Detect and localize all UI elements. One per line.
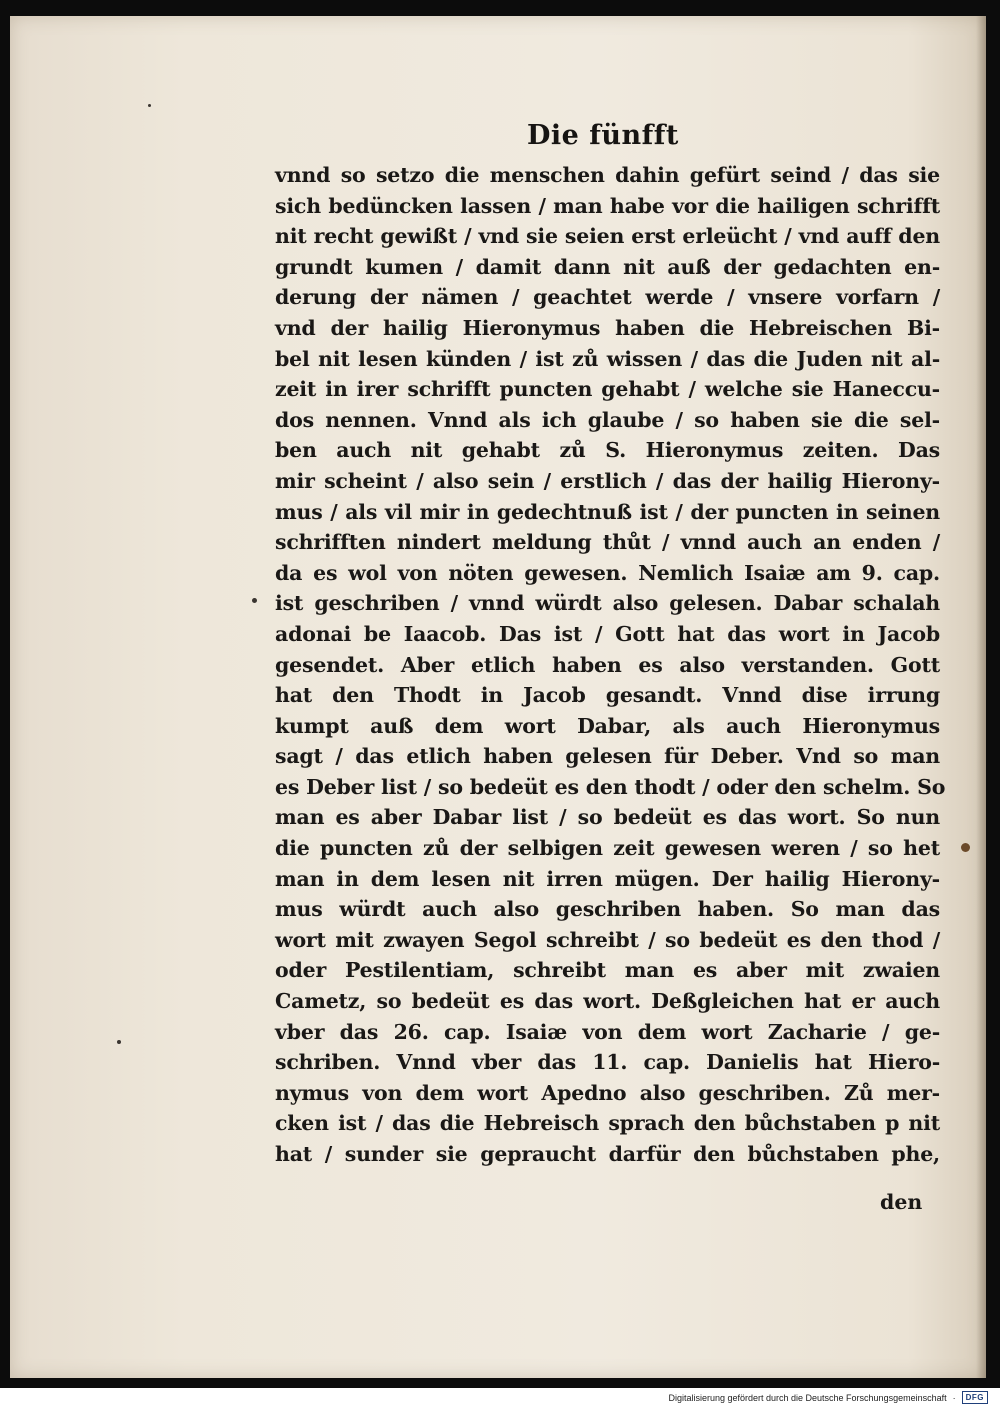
text-line: grundt kumen / damit dann nit auß der gedachten en- bbox=[275, 254, 940, 279]
text-line: gesendet. Aber etlich haben es also verstanden. Gott bbox=[275, 652, 940, 677]
text-line: hat / sunder sie gepraucht darfür den bůchstaben phe, bbox=[275, 1142, 940, 1166]
text-line: dos nennen. Vnnd als ich glaube / so haben sie die sel- bbox=[275, 407, 940, 432]
ink-speck bbox=[148, 104, 151, 107]
footer-credit-text: Digitalisierung gefördert durch die Deutsche Forschungsgemeinschaft bbox=[668, 1392, 947, 1403]
text-line: mus / als vil mir in gedechtnuß ist / der puncten in seinen bbox=[275, 499, 940, 524]
text-line: vnnd so setzo die menschen dahin gefürt seind / das sie bbox=[275, 163, 940, 187]
text-line: bel nit lesen künden / ist zů wissen / das die Juden nit al- bbox=[275, 346, 940, 371]
text-line: mus würdt auch also geschriben haben. So man das bbox=[275, 897, 940, 922]
text-line: die puncten zů der selbigen zeit gewesen weren / so het bbox=[275, 836, 940, 861]
text-line: wort mit zwayen Segol schreibt / so bedeüt es den thod / bbox=[275, 927, 940, 952]
page-gutter-shadow bbox=[976, 16, 986, 1378]
running-head: Die fünfft bbox=[527, 120, 679, 151]
text-line: ben auch nit gehabt zů S. Hieronymus zeiten. Das bbox=[275, 438, 940, 463]
text-line: sagt / das etlich haben gelesen für Deber. Vnd so man bbox=[275, 744, 940, 769]
text-line: ist geschriben / vnnd würdt also gelesen. Dabar schalah bbox=[275, 591, 940, 616]
text-line: vber das 26. cap. Isaiæ von dem wort Zacharie / ge- bbox=[275, 1019, 940, 1044]
text-line: derung der nämen / geachtet werde / vnsere vorfarn / bbox=[275, 285, 940, 310]
text-line: nit recht gewißt / vnd sie seien erst erleücht / vnd auff den bbox=[275, 224, 940, 249]
body-text bbox=[275, 160, 946, 1170]
text-line: man in dem lesen nit irren mügen. Der hailig Hierony- bbox=[275, 866, 940, 891]
text-line: mir scheint / also sein / erstlich / das der hailig Hierony- bbox=[275, 468, 940, 493]
text-line: cken ist / das die Hebreisch sprach den bůchstaben p nit bbox=[275, 1111, 940, 1136]
text-line: adonai be Iaacob. Das ist / Gott hat das wort in Jacob bbox=[275, 621, 940, 646]
text-line: nymus von dem wort Apedno also geschriben. Zů mer- bbox=[275, 1080, 940, 1105]
text-line: vnd der hailig Hieronymus haben die Hebreischen Bi- bbox=[275, 315, 940, 340]
text-line: schriben. Vnnd vber das 11. cap. Danielis hat Hiero- bbox=[275, 1050, 940, 1075]
text-line: hat den Thodt in Jacob gesandt. Vnnd dise irrung bbox=[275, 683, 940, 708]
dfg-logo: DFG bbox=[962, 1391, 988, 1404]
footer-credit bbox=[668, 1391, 988, 1404]
ink-speck bbox=[961, 843, 970, 852]
footer-separator: · bbox=[952, 1392, 956, 1403]
text-line: Cametz, so bedeüt es das wort. Deßgleichen hat er auch bbox=[275, 989, 940, 1014]
text-line: kumpt auß dem wort Dabar, als auch Hieronymus bbox=[275, 713, 940, 738]
text-line: schrifften nindert meldung thůt / vnnd auch an enden / bbox=[275, 530, 940, 555]
text-line: zeit in irer schrifft puncten gehabt / welche sie Haneccu- bbox=[275, 377, 940, 402]
text-line: man es aber Dabar list / so bedeüt es das wort. So nun bbox=[275, 805, 940, 830]
text-line: oder Pestilentiam, schreibt man es aber mit zwaien bbox=[275, 958, 940, 983]
text-line: es Deber list / so bedeüt es den thodt / oder den schelm. So bbox=[275, 774, 946, 799]
text-line: sich bedüncken lassen / man habe vor die hailigen schrifft bbox=[275, 193, 940, 218]
ink-speck bbox=[252, 598, 257, 603]
text-line: da es wol von nöten gewesen. Nemlich Isaiæ am 9. cap. bbox=[275, 560, 940, 585]
ink-speck bbox=[117, 1040, 121, 1044]
catchword: den bbox=[880, 1190, 923, 1214]
